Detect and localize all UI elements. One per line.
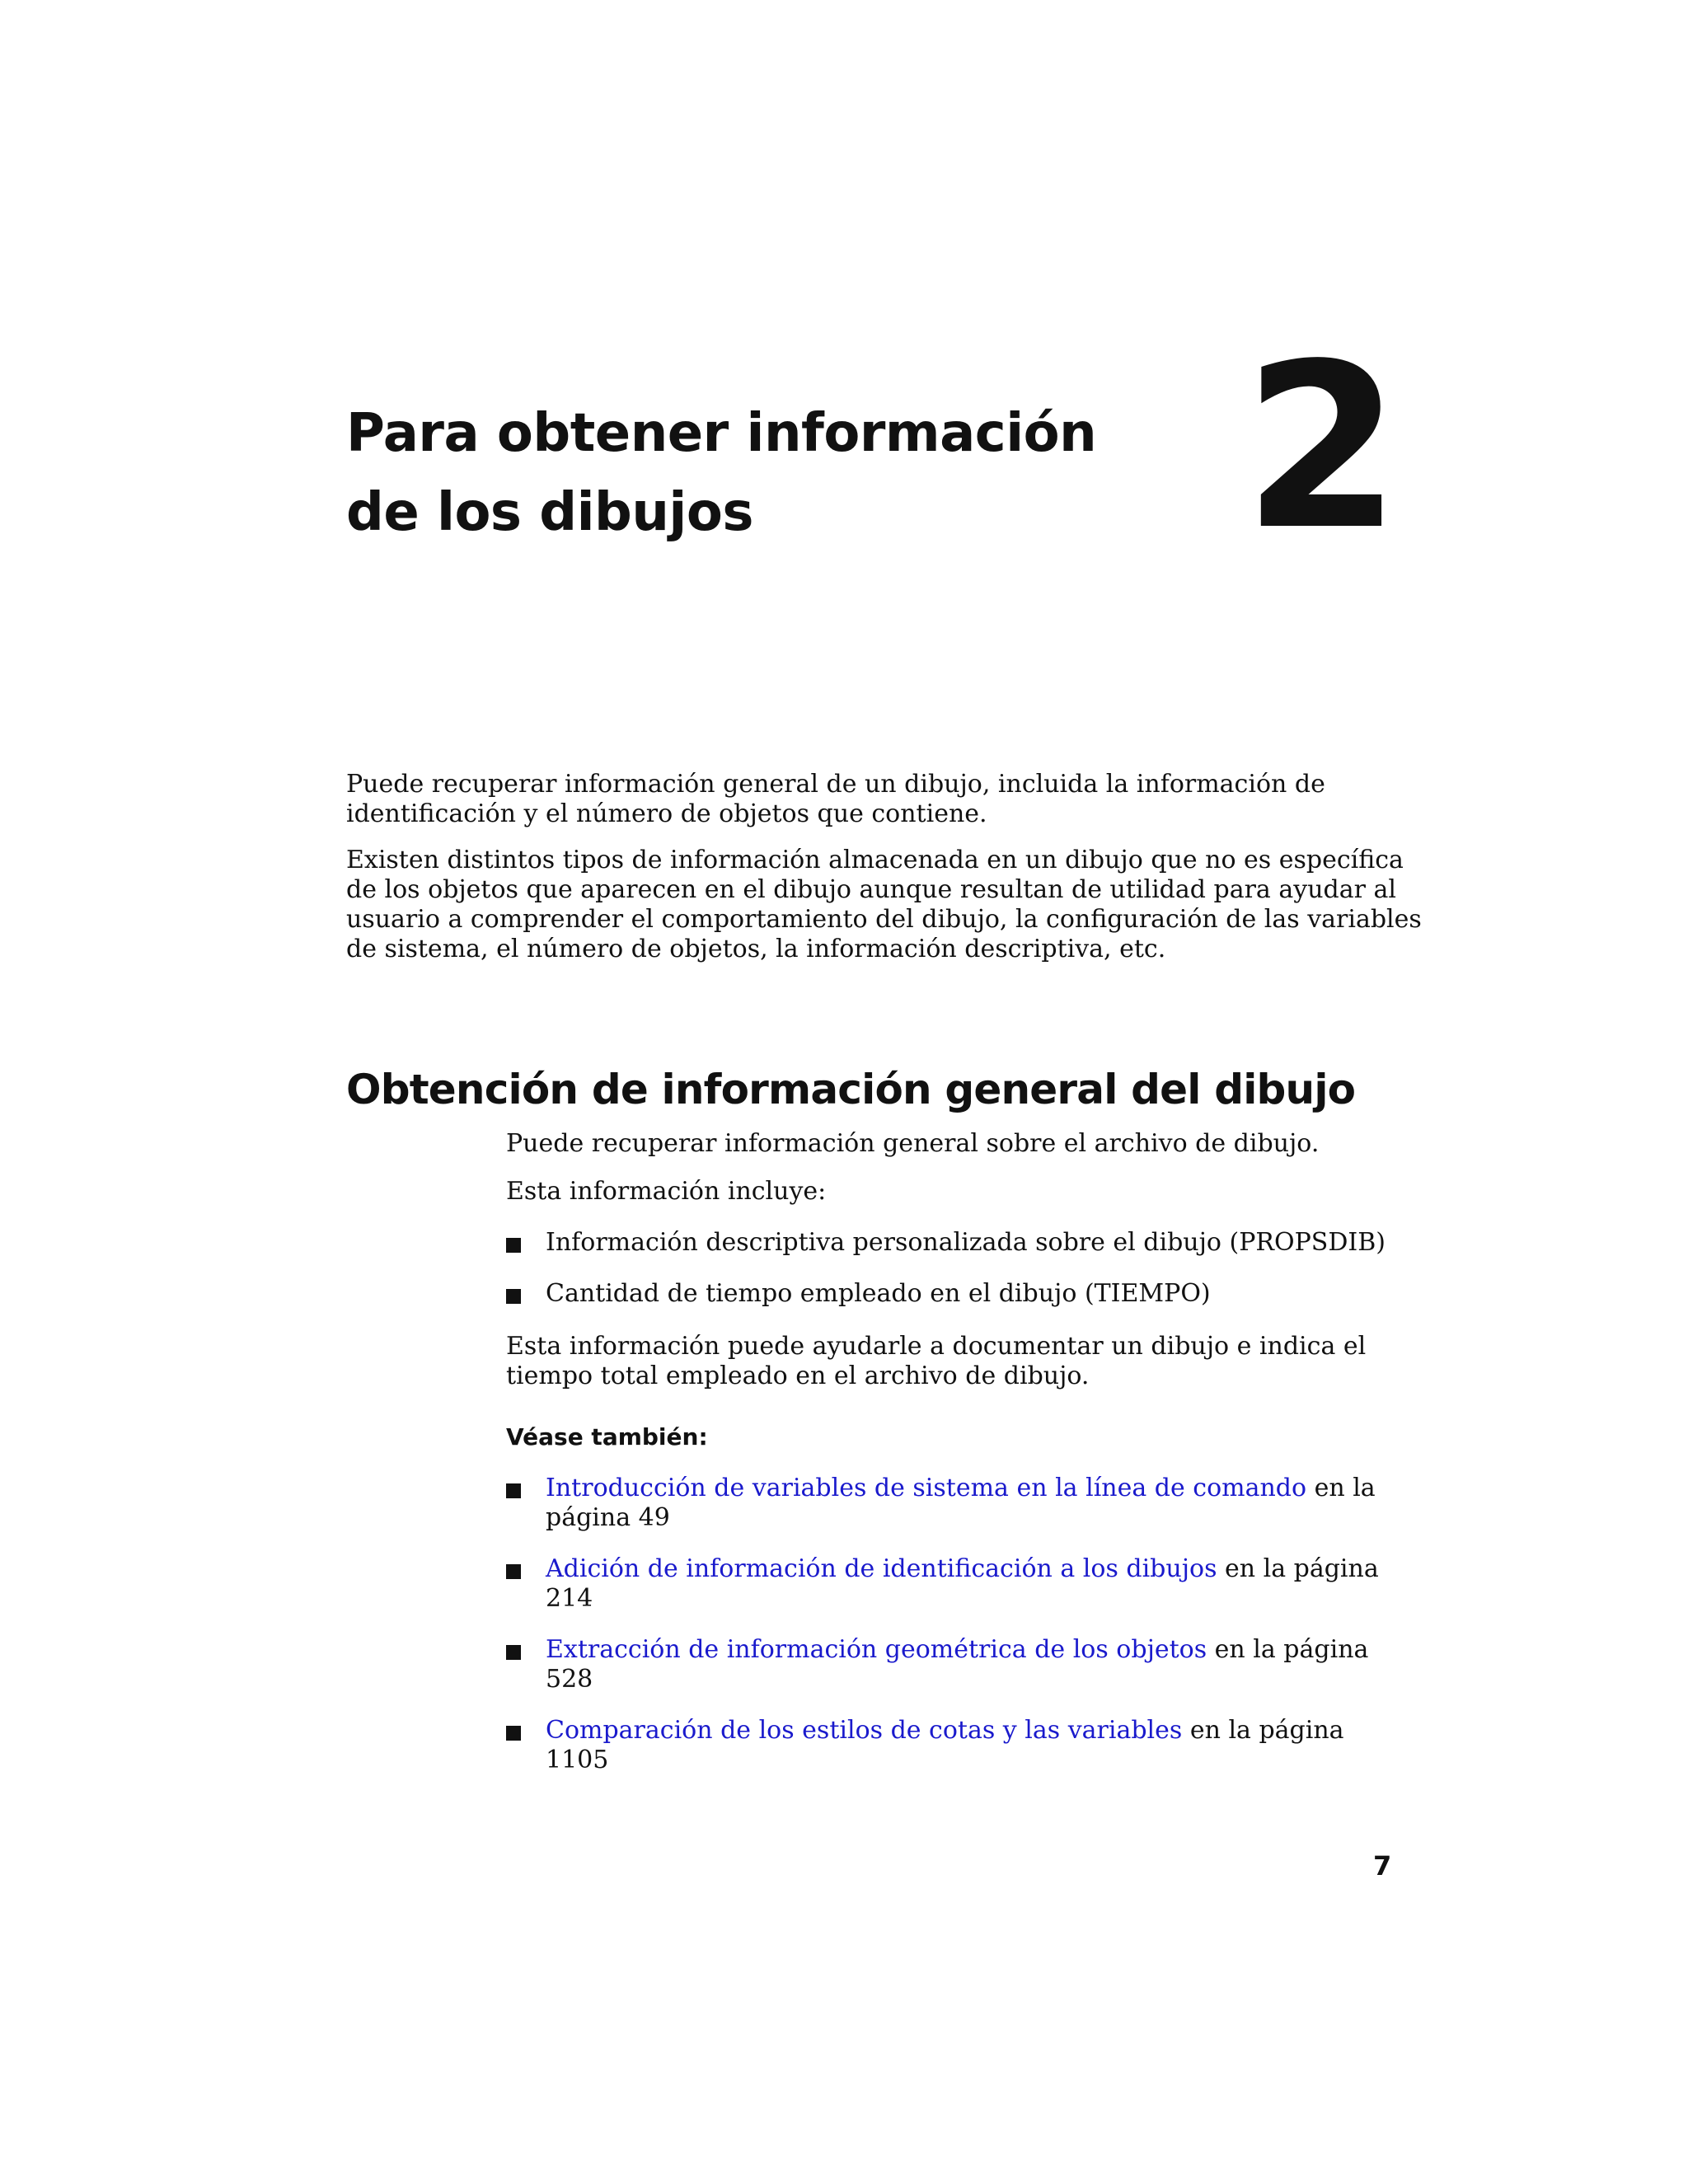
intro-section [346, 770, 1434, 981]
chapter-number: 2 [1243, 316, 1397, 580]
see-also-item [506, 1554, 1413, 1614]
list-item [506, 1279, 1413, 1309]
see-also-page-ref: en la página 1105 [546, 1716, 1344, 1774]
see-also-item [506, 1474, 1413, 1533]
summary-paragraph: Esta información puede ayudarle a documentar un dibujo e indica el tiempo total empleado en el archivo de dibujo. [506, 1332, 1367, 1390]
see-also-list [506, 1474, 1413, 1775]
list-item [506, 1228, 1413, 1258]
includes-label: Esta información incluye: [506, 1177, 827, 1206]
see-also-link[interactable]: Introducción de variables de sistema en la línea de comando [546, 1474, 1307, 1502]
square-bullet-icon [506, 1564, 521, 1579]
see-also-link[interactable]: Adición de información de identificación a los dibujos [546, 1554, 1217, 1583]
see-also-label: Véase también: [506, 1423, 708, 1451]
square-bullet-icon [506, 1726, 521, 1741]
see-also-item [506, 1635, 1413, 1694]
intro-paragraph-1: Puede recuperar información general de un dibujo, incluida la información de identificación y el número de objetos que contiene. [346, 770, 1325, 828]
see-also-link[interactable]: Extracción de información geométrica de los objetos [546, 1635, 1207, 1664]
chapter-title [346, 394, 1170, 552]
includes-list [506, 1228, 1413, 1309]
see-also-page-ref: en la página 49 [546, 1474, 1376, 1532]
see-also-page-ref: en la página 214 [546, 1554, 1379, 1613]
chapter-title-line-1: Para obtener información [346, 403, 1097, 464]
section-lead-paragraph: Puede recuperar información general sobre el archivo de dibujo. [506, 1129, 1320, 1158]
see-also-link[interactable]: Comparación de los estilos de cotas y las variables [546, 1716, 1183, 1745]
see-also-item [506, 1716, 1413, 1775]
page-number: 7 [1373, 1850, 1392, 1882]
square-bullet-icon [506, 1483, 521, 1498]
list-item-text: Información descriptiva personalizada sobre el dibujo (PROPSDIB) [546, 1228, 1386, 1257]
intro-paragraph-2: Existen distintos tipos de información almacenada en un dibujo que no es específica de los objetos que aparecen en el dibujo aunque resultan de utilidad para ayudar al usuario a comprender el comportamiento del dibujo, la configuración de las variables de sistema, el número de objetos, la información descriptiva, etc. [346, 846, 1422, 963]
section-heading: Obtención de información general del dibujo [346, 1066, 1356, 1113]
square-bullet-icon [506, 1289, 521, 1304]
square-bullet-icon [506, 1645, 521, 1660]
section-body [506, 1129, 1413, 1797]
see-also-page-ref: en la página 528 [546, 1635, 1369, 1694]
chapter-title-line-2: de los dibujos [346, 482, 753, 543]
square-bullet-icon [506, 1238, 521, 1253]
list-item-text: Cantidad de tiempo empleado en el dibujo (TIEMPO) [546, 1279, 1211, 1308]
